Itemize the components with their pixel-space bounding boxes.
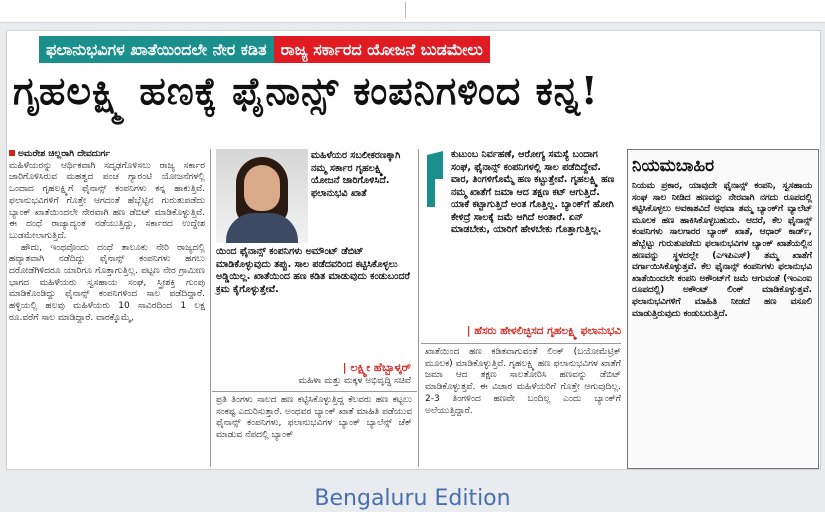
- kicker-right: ರಾಜ್ಯ ಸರ್ಕಾರದ ಯೋಜನೆ ಬುಡಮೇಲು: [274, 36, 490, 63]
- article-text-2: ಹೌದು, ಇಂಥವೊಂದು ದಂಧೆ ತಾಲೂಕು ನೇರಿ ರಾಜ್ಯದಲ್ಲಿ ಹವ್ಯಾತವಾಗಿ ನಡೆದಿದ್ದು ಫೈನಾನ್ಸ್ ಕಂಪನಿಗಳು ಹಗಲು ದರೋಡೆಗಿಳಿದರೂ ಯಾರಿಗೂ ಗೊತ್ತಾಗುತ್ತಿಲ್ಲ. ಪಟ್ಟಣ ನೇರ ಗ್ರಾಮೀಣ ಭಾಗದ ಮಹಿಳೆಯರು ಸ್ವಸಹಾಯ ಸಂಘ, ಸ್ತ್ರೀಶಕ್ತಿ ಗುಂಪು ಮಾಡಿಕೊಂಡಿದ್ದು ಫೈನಾನ್ಸ್ ಕಂಪನಿಗಳಿಂದ ಸಾಲ ಪಡೆದಿದ್ದಾರೆ. ಹಳ್ಳಿಯಲ್ಲಿ ಹಲವು ಮಹಿಳೆಯರು 10 ಸಾವಿರದಿಂದ 1 ಲಕ್ಷ ರೂ.ವರೆಗೆ ಸಾಲ ಮಾಡಿದ್ದಾರೆ. ವಾರಕ್ಕೊಮ್ಮೆ,: [9, 242, 205, 323]
- quote-box-divider: [212, 391, 417, 392]
- sidebar-title: ನಿಯಮಬಾಹಿರ: [632, 156, 715, 176]
- column-3-divider: [421, 343, 621, 344]
- minister-photo: [216, 149, 308, 243]
- column-rule-1: [210, 149, 211, 467]
- article-column-1: [9, 149, 205, 465]
- kicker-strip: [39, 36, 490, 63]
- newspaper-clipping: [6, 30, 821, 470]
- beneficiary-attribution: | ಹೆಸರು ಹೇಳಲಿಚ್ಛಿಸದ ಗೃಹಲಕ್ಷ್ಮಿ ಫಲಾನುಭವಿ: [466, 325, 621, 337]
- top-bar-divider: [405, 2, 406, 18]
- column-rule-2: [418, 149, 419, 467]
- byline-text: ಅಮರೇಶ ಚಿಲ್ಲರಾಗಿ ದೇವದುರ್ಗ: [18, 149, 110, 159]
- kicker-left: ಫಲಾನುಭವಿಗಳ ಖಾತೆಯಿಂದಲೇ ನೇರ ಕಡಿತ: [39, 36, 274, 63]
- beneficiary-quote: ಕುಟುಂಬ ನಿರ್ವಹಣೆ, ಆರೋಗ್ಯ ಸಮಸ್ಯೆ ಬಂದಾಗ ಸಂಘ, ಫೈನಾನ್ಸ್ ಕಂಪನಿಗಳಲ್ಲಿ ಸಾಲ ಪಡೆದಿದ್ದೇವೆ. ವಾರ, ತಿಂಗಳಿಗೊಮ್ಮೆ ಹಣ ಕಟ್ಟುತ್ತೇವೆ. ಗೃಹಲಕ್ಷ್ಮಿ ಹಣ ನಮ್ಮ ಖಾತೆಗೆ ಜಮಾ ಆದ ತಕ್ಷಣ ಕಟ್ ಆಗುತ್ತಿದೆ. ಯಾಕೆ ಕಟ್ಟಾಗುತ್ತಿದೆ ಅಂತ ಗೊತ್ತಿಲ್ಲ. ಬ್ಯಾಂಕ್‌ಗೆ ಹೋಗಿ ಕೇಳಿದ್ರೆ ಸಾಲಕ್ಕೆ ಜಮೆ ಆಗಿದೆ ಅಂತಾರೆ. ಏನ್ ಮಾಡಬೇಕು, ಯಾರಿಗೆ ಹೇಳಬೇಕು ಗೊತ್ತಾಗುತ್ತಿಲ್ಲ.: [451, 149, 615, 235]
- edition-label: Bengaluru Edition: [314, 486, 511, 511]
- byline-marker: [9, 150, 15, 156]
- photo-face: [244, 165, 280, 211]
- article-column-2: ಪ್ರತಿ ತಿಂಗಳು ಸಾಲದ ಹಣ ಕಟ್ಟಿಸಿಕೊಳ್ಳುತ್ತಿದ್ದ ಕೆಲವರು ಹಣ ಕಟ್ಟಲು ಸಂಕಷ್ಟ ಎದುರಿಸುತ್ತಾರೆ. ಅಂಥವರ ಬ್ಯಾಂಕ್ ಖಾತೆ ಮಾಹಿತಿ ಪಡೆಯುವ ಫೈನಾನ್ಸ್ ಕಂಪನಿಗಳು, ಫಲಾನುಭವಿಗಳ ಬ್ಯಾಂಕ್ ಬ್ಯಾಲೆನ್ಸ್ ಚೆಕ್ ಮಾಡುವ ನೆಪದಲ್ಲಿ ಬ್ಯಾಂಕ್: [216, 395, 412, 441]
- top-bar: [0, 0, 825, 23]
- article-column-3: ಖಾತೆಯಿಂದ ಹಣ ಕಡಿತವಾಗುವಂತೆ ಲಿಂಕ್ (ಬಯೋಮೆಟ್ರಿಕ್ ಮೂಲಕ) ಮಾಡಿಕೊಳ್ಳುತ್ತಿವೆ. ಗೃಹಲಕ್ಷ್ಮಿ ಹಣ ಫಲಾನುಭವಿಗಳ ಖಾತೆಗೆ ಜಮಾ ಆದ ತಕ್ಷಣ ಸಾಲತೋರಿಸಿ ಹಣವನ್ನು ಡೆಬಿಟ್ ಮಾಡಿಕೊಳ್ಳುತ್ತವೆ. ಈ ವಿಚಾರ ಮಹಿಳೆಯರಿಗೆ ಗೊತ್ತೇ ಆಗುವುದಿಲ್ಲ. 2-3 ತಿಂಗಳಿಂದ ಹಣವೇ ಬಂದಿಲ್ಲ ಎಂದು ಬ್ಯಾಂಕ್‌ಗೆ ಅಲೆಯುತ್ತಿದ್ದಾರೆ.: [425, 347, 621, 416]
- minister-name: | ಲಕ್ಷ್ಮೀ ಹೆಬ್ಬಾಳ್ಕರ್: [342, 361, 411, 374]
- minister-attribution: [216, 361, 411, 387]
- minister-quote-part-1: ಮಹಿಳೆಯರ ಸಬಲೀಕರಣಕ್ಕಾಗಿ ನಮ್ಮ ಸರ್ಕಾರ ಗೃಹಲಕ್ಷ್ಮಿ ಯೋಜನೆ ಜಾರಿಗೊಳಿಸಿದೆ. ಫಲಾನುಭವಿ ಖಾತೆ: [311, 150, 401, 199]
- article-text-1: ಮಹಿಳೆಯರನ್ನು ಆರ್ಥಿಕವಾಗಿ ಸದೃಢಗೊಳಿಸಲು ರಾಜ್ಯ ಸರ್ಕಾರ ಜಾರಿಗೊಳಿಸಿರುವ ಮಹತ್ವದ ಪಂಚ ಗ್ಯಾರಂಟಿ ಯೋಜನೆಗಳಲ್ಲಿ ಒಂದಾದ ಗೃಹಲಕ್ಷ್ಮಿಗೆ ಫೈನಾನ್ಸ್ ಕಂಪನಿಗಳು ಕನ್ನ ಹಾಕುತ್ತಿವೆ. ಫಲಾನುಭವಿಗಳಿಗೆ ಗೊತ್ತೇ ಆಗದಂತೆ ಹೆಬ್ಬೆಟ್ಟಿನ ಗುರುತುಪಡೆದು ಬ್ಯಾಂಕ್ ಖಾತೆಯಿಂದಲೇ ನೇರವಾಗಿ ಹಣ ಡೆಬಿಟ್ ಮಾಡಿಕೊಳ್ಳುತ್ತಿವೆ. ಈ ದಂಧೆ ರಾಜ್ಯಾದ್ಯಂತ ನಡೆಯುತ್ತಿದ್ದು, ಸರ್ಕಾರದ ಉದ್ದೇಶ ಬುಡಮೇಲಾಗುತ್ತಿದೆ.: [9, 160, 205, 241]
- sidebar-text: ನಿಯಮ ಪ್ರಕಾರ, ಯಾವುದೇ ಫೈನಾನ್ಸ್ ಕಂಪನಿ, ಸ್ವಸಹಾಯ ಸಂಘ ಸಾಲ ನೀಡಿದ ಹಣವನ್ನು ನೇರವಾಗಿ ನಗದು ರೂಪದಲ್ಲಿ ಕಟ್ಟಿಸಿಕೊಳ್ಳಲು ಅವಕಾಶವಿದೆ ಅಥವಾ ತಮ್ಮ ಬ್ಯಾಂಕ್‌ಗೆ ವ್ಯಾಲೆಟ್ ಮೂಲಕ ಹಣ ಹಾಕಿಸಿಕೊಳ್ಳಬಹುದು. ಆದರೆ, ಕೆಲ ಫೈನಾನ್ಸ್ ಕಂಪನಿಗಳು ಸಾಲಗಾರರ ಬ್ಯಾಂಕ್ ಖಾತೆ, ಆಧಾರ್ ಕಾರ್ಡ್, ಹೆಬ್ಬೆಟ್ಟು ಗುರುತುಪಡೆದು ಫಲಾನುಭವಿಗಳ ಬ್ಯಾಂಕ್ ಖಾತೆಯಲ್ಲಿನ ಹಣವನ್ನು ಸ್ಥಳದಲ್ಲೇ (ಎಇಪಿಎಸ್) ತಮ್ಮ ಖಾತೆಗೆ ವರ್ಗಾಯಿಸಿಕೊಳ್ಳುತ್ತವೆ. ಕೆಲ ಫೈನಾನ್ಸ್ ಕಂಪನಿಗಳು ಫಲಾನುಭವಿ ಖಾತೆಯಿಂದಲೇ ಕಂಪನಿ ಅಕೌಂಟ್‌ಗೆ ಜಮೆ ಆಗುವಂತೆ (ಇಂಎಂಐ ರೂಪದಲ್ಲಿ) ಅಕೌಂಟ್ ಲಿಂಕ್ ಮಾಡಿಕೊಳ್ಳುತ್ತವೆ. ಫಲಾನುಭವಿಗಳಿಗೆ ಮಾಹಿತಿ ನೀಡದೆ ಹಣ ವಸೂಲಿ ಮಾಡುತ್ತಿರುವುದು ಕಂಡುಬರುತ್ತಿದೆ.: [632, 181, 812, 319]
- minister-quote-part-2: ಯಿಂದ ಫೈನಾನ್ಸ್ ಕಂಪನಿಗಳು ಅಮೌಂಟ್ ಡೆಬಿಟ್ ಮಾಡಿಕೊಳ್ಳುವುದು ತಪ್ಪು. ಸಾಲ ಪಡೆದವರಿಂದ ಕಟ್ಟಿಸಿಕೊಳ್ಳಲು ಅಡ್ಡಿಯಿಲ್ಲ. ಖಾತೆಯಿಂದ ಹಣ ಕಡಿತ ಮಾಡುವುದು ಕಂಡುಬಂದರೆ ಕ್ರಮ ಕೈಗೊಳ್ಳುತ್ತೇವೆ.: [216, 246, 410, 295]
- photo-body: [226, 213, 298, 243]
- minister-role: ಮಹಿಳಾ ಮತ್ತು ಮಕ್ಕಳ ಅಭಿವೃದ್ಧಿ ಸಚಿವೆ: [298, 376, 411, 386]
- byline: [9, 149, 205, 161]
- headline: ಗೃಹಲಕ್ಷ್ಮಿ ಹಣಕ್ಕೆ ಫೈನಾನ್ಸ್ ಕಂಪನಿಗಳಿಂದ ಕನ್ನ!: [13, 68, 599, 113]
- quote-mark-icon: [425, 149, 445, 209]
